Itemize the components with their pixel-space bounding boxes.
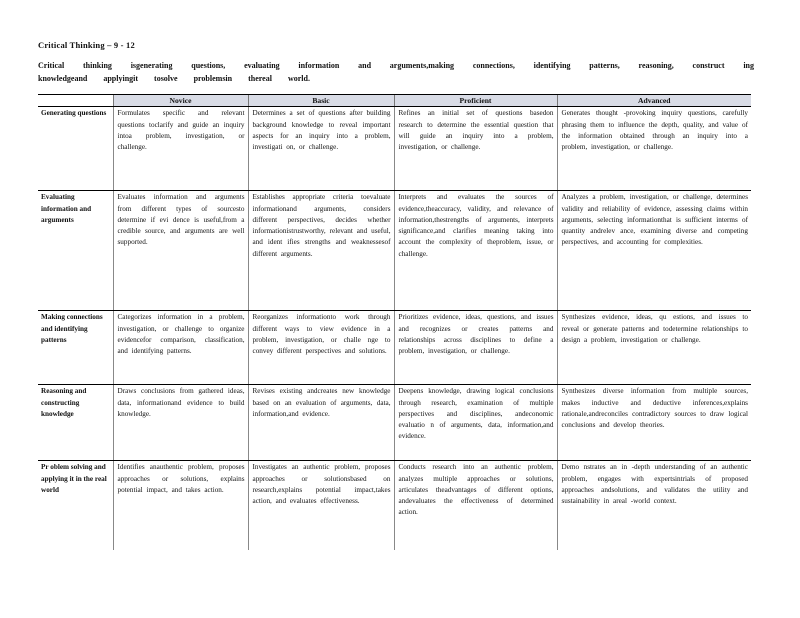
proficient-cell: Refines an initial set of questions basedon research to determine the essential question that will guide an inquiry into a problem, investigation, or challenge. <box>394 107 557 191</box>
rubric-row <box>38 107 751 191</box>
intro-line-1: Critical thinking isgenerating questions, evaluating information and arguments,making connections, identifying patterns, reasoning, construct ing <box>38 61 754 70</box>
advanced-cell: Synthesizes evidence, ideas, qu estions, and issues to reveal or generate patterns and todetermine relationships to design a problem, investigation or challenge. <box>557 311 751 385</box>
basic-cell: Investigates an authentic problem, proposes approaches or solutionsbased on research,explains potential impact,takes action, and evaluates effectiveness. <box>248 461 394 551</box>
novice-cell: Identifies anauthentic problem, proposes approaches or solutions, explains potential impact, and takes action. <box>113 461 248 551</box>
rubric-row <box>38 461 751 551</box>
rubric-row <box>38 311 751 385</box>
advanced-cell: Demo nstrates an in -depth understanding of an authentic problem, engages with expertsintrials of proposed approaches andsolutions, and validates the utility and sustainability in areal -world context. <box>557 461 751 551</box>
header-basic: Basic <box>248 95 394 107</box>
advanced-cell: Analyzes a problem, investigation, or challenge, determines validity and reliability of evidence, assessing claims within arguments, selecting informationthat is sufficient interms of quantity andrelev ance, examining diverse and competing perspectives, and accounting for complexities. <box>557 191 751 311</box>
proficient-cell: Prioritizes evidence, ideas, questions, and issues and recognizes or creates patterns and relationships across disciplines to define a problem, investigation, or challenge. <box>394 311 557 385</box>
criterion-cell: Making connections and identifying patterns <box>38 311 113 385</box>
header-novice: Novice <box>113 95 248 107</box>
rubric-header-row <box>38 95 751 107</box>
basic-cell: Reorganizes informationto work through different ways to view evidence in a problem, investigation, or challe nge to convey different perspectives and solutions. <box>248 311 394 385</box>
proficient-cell: Conducts research into an authentic problem, analyzes multiple approaches or solutions, articulates theadvantages of different options, andevaluates the effectiveness of determined action. <box>394 461 557 551</box>
header-advanced: Advanced <box>557 95 751 107</box>
criterion-cell: Evaluating information and arguments <box>38 191 113 311</box>
header-proficient: Proficient <box>394 95 557 107</box>
advanced-cell: Generates thought -provoking inquiry questions, carefully phrasing them to influence the depth, quality, and value of the information obtained through an inquiry into a problem, investigation, or challenge. <box>557 107 751 191</box>
basic-cell: Establishes appropriate criteria toevaluate informationand arguments, considers different perspectives, decides whether informationistrustworthy, relevant and useful, and ident ifies strengths and weaknessesof different arguments. <box>248 191 394 311</box>
criterion-cell: Generating questions <box>38 107 113 191</box>
advanced-cell: Synthesizes diverse information from multiple sources, makes inductive and deductive inferences,explains rationale,andreconciles contradictory sources to draw logical conclusions and develop theories. <box>557 385 751 461</box>
rubric-row <box>38 385 751 461</box>
novice-cell: Categorizes information in a problem, investigation, or challenge to organize evidencefor comparison, classification, and identifying patterns. <box>113 311 248 385</box>
intro-paragraph <box>38 59 754 85</box>
proficient-cell: Interprets and evaluates the sources of evidence,theaccuracy, validity, and relevance of information,thestrengths of arguments, interprets significance,and clarifies meaning taking into account the complexity of theproblem, issue, or challenge. <box>394 191 557 311</box>
novice-cell: Evaluates information and arguments from different types of sourcesto determine if evi dence is useful,from a credible source, and arguments are well supported. <box>113 191 248 311</box>
header-blank <box>38 95 113 107</box>
intro-line-2: knowledgeand applyingit tosolve problemsin thereal world. <box>38 74 310 83</box>
novice-cell: Formulates specific and relevant questions toclarify and guide an inquiry intoa problem, investigation, or challenge. <box>113 107 248 191</box>
rubric-table <box>38 94 751 550</box>
document-title: Critical Thinking – 9 - 12 <box>38 40 135 50</box>
criterion-cell: Reasoning and constructing knowledge <box>38 385 113 461</box>
proficient-cell: Deepens knowledge, drawing logical conclusions through research, examination of multiple perspectives and disciplines, andeconomic evaluatio n of arguments, data, information,and evidence. <box>394 385 557 461</box>
basic-cell: Revises existing andcreates new knowledge based on an evaluation of arguments, data, information,and evidence. <box>248 385 394 461</box>
basic-cell: Determines a set of questions after building background knowledge to reveal important aspects for an inquiry into a problem, investigati on, or challenge. <box>248 107 394 191</box>
rubric-row <box>38 191 751 311</box>
criterion-cell: Pr oblem solving and applying it in the real world <box>41 463 107 494</box>
novice-cell: Draws conclusions from gathered ideas, data, informationand evidence to build knowledge. <box>113 385 248 461</box>
